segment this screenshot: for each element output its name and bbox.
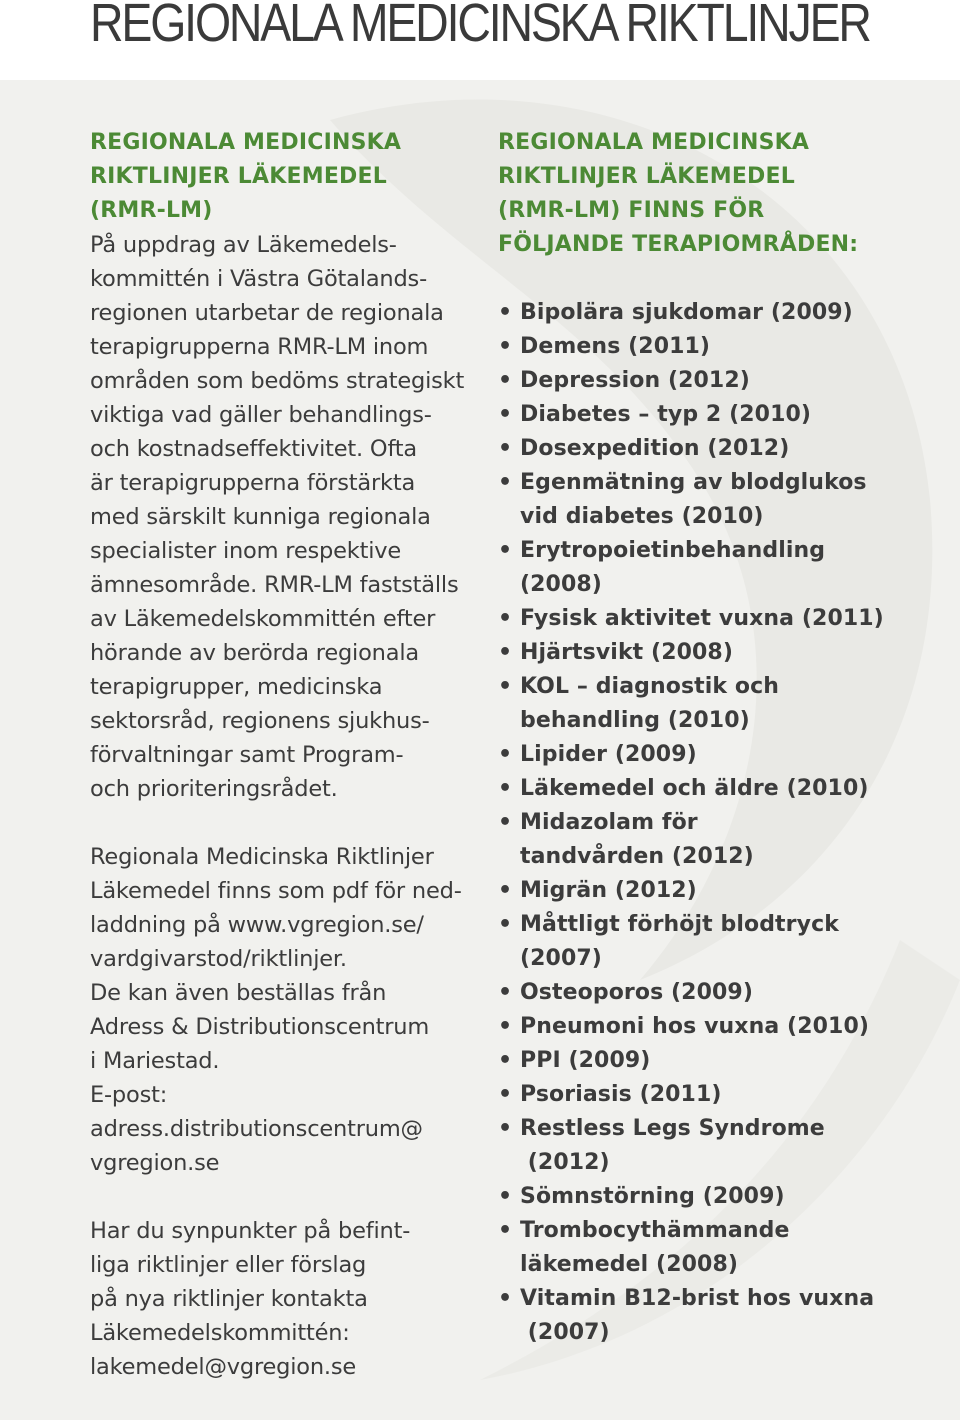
feedback-line: lakemedel@vgregion.se [90,1354,357,1380]
left-heading-line: REGIONALA MEDICINSKA [90,130,402,155]
intro-line: På uppdrag av Läkemedels- [90,232,397,258]
therapy-area-text: Demens (2011) [520,334,711,359]
therapy-area-text: Hjärtsvikt (2008) [520,640,733,665]
intro-line: områden som bedöms strategiskt [90,368,465,394]
therapy-area-item [498,908,948,976]
therapy-area-item [498,1214,948,1282]
bullet-icon: • [498,674,513,699]
therapy-area-item [498,364,948,398]
right-heading-line: FÖLJANDE TERAPIOMRÅDEN: [498,232,859,257]
intro-line: hörande av berörda regionala [90,640,419,666]
intro-line: förvaltningar samt Program- [90,742,404,768]
download-paragraph [90,840,480,1180]
therapy-area-item [498,1282,948,1350]
therapy-area-item [498,772,948,806]
therapy-area-text: Måttligt förhöjt blodtryck [520,912,839,937]
download-line: Läkemedel finns som pdf för ned- [90,878,462,904]
therapy-area-item [498,432,948,466]
page-title: REGIONALA MEDICINSKA RIKTLINJER [90,0,870,53]
therapy-area-text: KOL – diagnostik och [520,674,780,699]
therapy-area-item [498,330,948,364]
bullet-icon: • [498,742,513,767]
left-heading-line: RIKTLINJER LÄKEMEDEL [90,164,387,189]
feedback-line: Har du synpunkter på befint- [90,1218,411,1244]
therapy-area-text: tandvården (2012) [520,844,754,869]
bullet-icon: • [498,402,513,427]
therapy-area-text: Restless Legs Syndrome [520,1116,825,1141]
bullet-icon: • [498,640,513,665]
therapy-area-text: Psoriasis (2011) [520,1082,722,1107]
therapy-area-text: (2008) [520,572,602,597]
bullet-icon: • [498,912,513,937]
therapy-area-text: Vitamin B12-brist hos vuxna [520,1286,875,1311]
therapy-area-item [498,1010,948,1044]
left-heading-line: (RMR-LM) [90,198,213,223]
bullet-icon: • [498,1218,513,1243]
left-column [90,126,480,1384]
intro-line: och kostnadseffektivitet. Ofta [90,436,417,462]
therapy-area-text: Egenmätning av blodglukos [520,470,867,495]
therapy-area-item [498,636,948,670]
therapy-area-item [498,1180,948,1214]
paragraph-gap [90,806,480,840]
intro-paragraph [90,228,480,806]
feedback-line: liga riktlinjer eller förslag [90,1252,367,1278]
bullet-icon: • [498,1082,513,1107]
bullet-icon: • [498,300,513,325]
bullet-icon: • [498,1116,513,1141]
therapy-area-item [498,976,948,1010]
therapy-area-text: Sömnstörning (2009) [520,1184,785,1209]
bullet-icon: • [498,1048,513,1073]
paragraph-gap [90,1180,480,1214]
right-heading-line: RIKTLINJER LÄKEMEDEL [498,164,795,189]
download-line: adress.distributionscentrum@ [90,1116,423,1142]
page-header [0,0,960,80]
feedback-line: Läkemedelskommittén: [90,1320,350,1346]
intro-line: är terapigrupperna förstärkta [90,470,416,496]
intro-line: av Läkemedelskommittén efter [90,606,436,632]
intro-line: regionen utarbetar de regionala [90,300,444,326]
therapy-area-text: PPI (2009) [520,1048,651,1073]
right-column [498,126,948,1350]
therapy-area-text: Pneumoni hos vuxna (2010) [520,1014,869,1039]
therapy-area-text: (2012) [520,1150,610,1175]
therapy-area-item [498,670,948,738]
intro-line: viktiga vad gäller behandlings- [90,402,432,428]
therapy-area-text: Erytropoietinbehandling [520,538,826,563]
right-heading-line: (RMR-LM) FINNS FÖR [498,198,765,223]
feedback-line: på nya riktlinjer kontakta [90,1286,368,1312]
intro-line: terapigrupper, medicinska [90,674,383,700]
bullet-icon: • [498,470,513,495]
therapy-area-text: Fysisk aktivitet vuxna (2011) [520,606,884,631]
intro-line: med särskilt kunniga regionala [90,504,431,530]
therapy-area-text: behandling (2010) [520,708,750,733]
bullet-icon: • [498,980,513,1005]
right-heading [498,126,948,262]
download-line: De kan även beställas från [90,980,387,1006]
therapy-area-text: (2007) [520,946,602,971]
bullet-icon: • [498,1286,513,1311]
therapy-area-text: vid diabetes (2010) [520,504,764,529]
therapy-area-item [498,874,948,908]
therapy-area-text: Depression (2012) [520,368,750,393]
intro-line: kommittén i Västra Götalands- [90,266,427,292]
bullet-icon: • [498,1184,513,1209]
therapy-area-item [498,738,948,772]
therapy-area-text: Läkemedel och äldre (2010) [520,776,869,801]
therapy-area-text: Diabetes – typ 2 (2010) [520,402,812,427]
download-line: laddning på www.vgregion.se/ [90,912,424,938]
bullet-icon: • [498,368,513,393]
therapy-area-text: Osteoporos (2009) [520,980,753,1005]
bullet-icon: • [498,334,513,359]
download-line: i Mariestad. [90,1048,220,1074]
bullet-icon: • [498,1014,513,1039]
bullet-icon: • [498,436,513,461]
download-line: Regionala Medicinska Riktlinjer [90,844,434,870]
therapy-area-text: Midazolam för [520,810,698,835]
therapy-area-text: Dosexpedition (2012) [520,436,790,461]
download-line: vardgivarstod/riktlinjer. [90,946,347,972]
bullet-icon: • [498,878,513,903]
therapy-area-item [498,1112,948,1180]
download-line: E-post: [90,1082,168,1108]
left-heading [90,126,480,228]
bullet-icon: • [498,538,513,563]
therapy-area-item [498,806,948,874]
therapy-area-text: (2007) [520,1320,610,1345]
content-panel [0,80,960,1420]
therapy-area-text: Lipider (2009) [520,742,697,767]
intro-line: ämnesområde. RMR-LM fastställs [90,572,459,598]
download-line: Adress & Distributionscentrum [90,1014,430,1040]
therapy-area-item [498,602,948,636]
therapy-area-item [498,1078,948,1112]
therapy-area-item [498,534,948,602]
bullet-icon: • [498,776,513,801]
bullet-icon: • [498,606,513,631]
therapy-area-text: Trombocythämmande [520,1218,790,1243]
therapy-area-item [498,1044,948,1078]
therapy-area-text: Migrän (2012) [520,878,697,903]
bullet-icon: • [498,810,513,835]
therapy-area-item [498,466,948,534]
therapy-area-text: Bipolära sjukdomar (2009) [520,300,853,325]
intro-line: sektorsråd, regionens sjukhus- [90,708,430,734]
intro-line: specialister inom respektive [90,538,402,564]
therapy-area-item [498,398,948,432]
intro-line: och prioriteringsrådet. [90,776,338,802]
therapy-area-item [498,296,948,330]
intro-line: terapigrupperna RMR-LM inom [90,334,429,360]
feedback-paragraph [90,1214,480,1384]
right-heading-line: REGIONALA MEDICINSKA [498,130,810,155]
download-line: vgregion.se [90,1150,220,1176]
therapy-area-list [498,296,948,1350]
therapy-area-text: läkemedel (2008) [520,1252,739,1277]
